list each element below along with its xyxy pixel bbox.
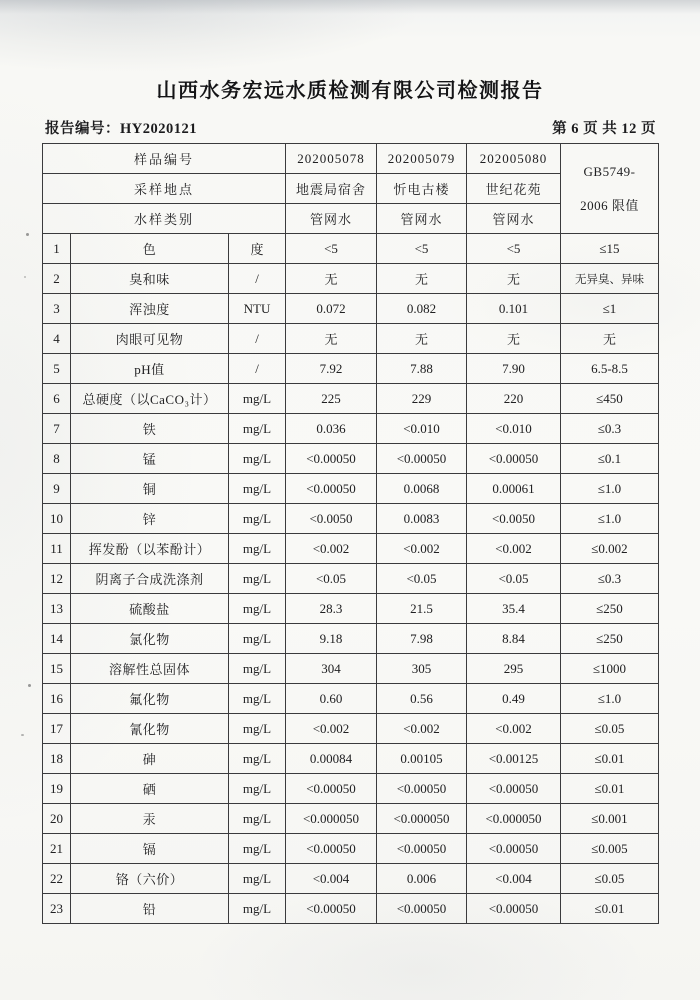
table-row — [43, 534, 659, 564]
item-unit: mg/L — [229, 684, 286, 714]
row-number: 4 — [43, 324, 71, 354]
limit-value: ≤0.005 — [561, 834, 659, 864]
sample1-value: 0.60 — [286, 684, 377, 714]
item-name: 砷 — [71, 744, 229, 774]
table-row — [43, 414, 659, 444]
table-row — [43, 804, 659, 834]
row-number: 9 — [43, 474, 71, 504]
limit-value: ≤1000 — [561, 654, 659, 684]
sample3-value: <5 — [467, 234, 561, 264]
sample2-value: 0.006 — [377, 864, 467, 894]
sample3-value: <0.002 — [467, 534, 561, 564]
sample3-value: 8.84 — [467, 624, 561, 654]
sample2-value: 0.00105 — [377, 744, 467, 774]
sample2-value: <0.00050 — [377, 834, 467, 864]
table-row — [43, 384, 659, 414]
sample2-value: <0.00050 — [377, 894, 467, 924]
item-name: 溶解性总固体 — [71, 654, 229, 684]
row-number: 5 — [43, 354, 71, 384]
row-number: 22 — [43, 864, 71, 894]
sample1-value: 无 — [286, 264, 377, 294]
row-number: 18 — [43, 744, 71, 774]
header-row-sample-id — [43, 144, 659, 174]
sample3-value: <0.0050 — [467, 504, 561, 534]
row-number: 10 — [43, 504, 71, 534]
item-name: 锌 — [71, 504, 229, 534]
scan-edge-shadow — [0, 0, 700, 14]
limit-value: 无异臭、异味 — [561, 264, 659, 294]
sample1-value: 304 — [286, 654, 377, 684]
scan-speck — [21, 734, 24, 736]
table-row — [43, 264, 659, 294]
limit-value: ≤1.0 — [561, 684, 659, 714]
item-name: 硫酸盐 — [71, 594, 229, 624]
item-name: 色 — [71, 234, 229, 264]
table-row — [43, 444, 659, 474]
item-unit: / — [229, 354, 286, 384]
item-name: 硒 — [71, 774, 229, 804]
sample3-value: 0.49 — [467, 684, 561, 714]
sample2-value: <0.002 — [377, 714, 467, 744]
limit-header-line2: 2006 限值 — [580, 197, 639, 213]
sample2-value: <0.00050 — [377, 444, 467, 474]
item-name: 氟化物 — [71, 684, 229, 714]
sample2-value: 无 — [377, 324, 467, 354]
item-name: 阴离子合成洗涤剂 — [71, 564, 229, 594]
limit-value: ≤0.05 — [561, 714, 659, 744]
water-type-2: 管网水 — [377, 204, 467, 234]
item-unit: mg/L — [229, 894, 286, 924]
item-name: 铬（六价） — [71, 864, 229, 894]
limit-value: ≤0.1 — [561, 444, 659, 474]
sample2-value: <5 — [377, 234, 467, 264]
item-unit: mg/L — [229, 444, 286, 474]
item-unit: mg/L — [229, 654, 286, 684]
item-unit: / — [229, 324, 286, 354]
table-row — [43, 294, 659, 324]
sample3-value: <0.05 — [467, 564, 561, 594]
row-number: 16 — [43, 684, 71, 714]
item-name: 汞 — [71, 804, 229, 834]
row-number: 23 — [43, 894, 71, 924]
sample3-value: 0.101 — [467, 294, 561, 324]
sample2-value: <0.002 — [377, 534, 467, 564]
row-number: 15 — [43, 654, 71, 684]
results-table — [42, 143, 659, 924]
sample1-value: <0.00050 — [286, 444, 377, 474]
sample3-value: 220 — [467, 384, 561, 414]
sample1-value: <0.0050 — [286, 504, 377, 534]
sample2-value: 0.082 — [377, 294, 467, 324]
sample1-value: 0.072 — [286, 294, 377, 324]
sample2-value: 229 — [377, 384, 467, 414]
item-unit: mg/L — [229, 534, 286, 564]
item-unit: mg/L — [229, 744, 286, 774]
item-unit: mg/L — [229, 864, 286, 894]
sample1-value: 225 — [286, 384, 377, 414]
table-row — [43, 714, 659, 744]
table-row — [43, 564, 659, 594]
sample2-value: <0.05 — [377, 564, 467, 594]
item-name: 肉眼可见物 — [71, 324, 229, 354]
sample3-value: <0.00050 — [467, 894, 561, 924]
item-unit: NTU — [229, 294, 286, 324]
limit-value: ≤0.3 — [561, 564, 659, 594]
limit-value: ≤0.01 — [561, 774, 659, 804]
location-1: 地震局宿舍 — [286, 174, 377, 204]
limit-header-line1: GB5749- — [583, 163, 636, 179]
location-3: 世纪花苑 — [467, 174, 561, 204]
sample3-value: <0.000050 — [467, 804, 561, 834]
sample3-value: <0.010 — [467, 414, 561, 444]
limit-value: ≤0.002 — [561, 534, 659, 564]
sample2-value: <0.00050 — [377, 774, 467, 804]
item-name: 浑浊度 — [71, 294, 229, 324]
sample1-value: 7.92 — [286, 354, 377, 384]
table-row — [43, 744, 659, 774]
water-type-label: 水样类别 — [43, 204, 286, 234]
sample2-value: 无 — [377, 264, 467, 294]
table-row — [43, 654, 659, 684]
item-unit: mg/L — [229, 414, 286, 444]
row-number: 3 — [43, 294, 71, 324]
item-unit: mg/L — [229, 384, 286, 414]
row-number: 13 — [43, 594, 71, 624]
limit-value: ≤0.01 — [561, 744, 659, 774]
sample2-value: <0.000050 — [377, 804, 467, 834]
sample3-value: 无 — [467, 324, 561, 354]
item-name: 挥发酚（以苯酚计） — [71, 534, 229, 564]
item-name: pH值 — [71, 354, 229, 384]
sample1-value: <0.05 — [286, 564, 377, 594]
limit-value: ≤250 — [561, 624, 659, 654]
water-type-1: 管网水 — [286, 204, 377, 234]
sample1-value: 0.00084 — [286, 744, 377, 774]
item-unit: mg/L — [229, 804, 286, 834]
item-unit: mg/L — [229, 774, 286, 804]
sample1-value: 0.036 — [286, 414, 377, 444]
row-number: 14 — [43, 624, 71, 654]
sample3-value: <0.00050 — [467, 444, 561, 474]
row-number: 7 — [43, 414, 71, 444]
item-unit: mg/L — [229, 594, 286, 624]
table-row — [43, 834, 659, 864]
item-name: 铁 — [71, 414, 229, 444]
row-number: 8 — [43, 444, 71, 474]
scan-speck — [28, 684, 31, 687]
report-number: 报告编号：HY2020121 — [45, 121, 197, 137]
limit-value: ≤1.0 — [561, 474, 659, 504]
sample1-value: <0.000050 — [286, 804, 377, 834]
sample2-value: 21.5 — [377, 594, 467, 624]
sample2-value: <0.010 — [377, 414, 467, 444]
sample3-value: <0.00050 — [467, 774, 561, 804]
item-name: 总硬度（以CaCO₃计） — [71, 384, 229, 414]
item-name: 臭和味 — [71, 264, 229, 294]
limit-value: ≤0.001 — [561, 804, 659, 834]
row-number: 17 — [43, 714, 71, 744]
item-unit: mg/L — [229, 564, 286, 594]
row-number: 21 — [43, 834, 71, 864]
table-row — [43, 864, 659, 894]
limit-value: 无 — [561, 324, 659, 354]
item-unit: 度 — [229, 234, 286, 264]
table-row — [43, 354, 659, 384]
limit-value: ≤0.01 — [561, 894, 659, 924]
page-title: 山西水务宏远水质检测有限公司检测报告 — [156, 80, 544, 102]
table-row — [43, 474, 659, 504]
sample3-value: 7.90 — [467, 354, 561, 384]
item-name: 氯化物 — [71, 624, 229, 654]
sample2-value: 0.0083 — [377, 504, 467, 534]
sample3-value: 295 — [467, 654, 561, 684]
table-row — [43, 774, 659, 804]
table-row — [43, 624, 659, 654]
limit-value: ≤1 — [561, 294, 659, 324]
row-number: 6 — [43, 384, 71, 414]
sample1-value: 9.18 — [286, 624, 377, 654]
table-row — [43, 894, 659, 924]
item-unit: mg/L — [229, 504, 286, 534]
sample3-value: <0.00050 — [467, 834, 561, 864]
scan-speck — [24, 276, 26, 278]
sample1-value: <0.002 — [286, 534, 377, 564]
limit-value: ≤15 — [561, 234, 659, 264]
sample1-value: <0.004 — [286, 864, 377, 894]
location-2: 忻电古楼 — [377, 174, 467, 204]
sample2-value: 0.56 — [377, 684, 467, 714]
item-unit: mg/L — [229, 834, 286, 864]
sample3-value: 0.00061 — [467, 474, 561, 504]
sample1-value: 无 — [286, 324, 377, 354]
item-name: 氰化物 — [71, 714, 229, 744]
item-name: 锰 — [71, 444, 229, 474]
sample3-value: <0.004 — [467, 864, 561, 894]
sample2-value: 7.88 — [377, 354, 467, 384]
item-unit: mg/L — [229, 714, 286, 744]
sample1-value: <0.00050 — [286, 774, 377, 804]
row-number: 19 — [43, 774, 71, 804]
sample-id-3: 202005080 — [467, 144, 561, 174]
sample1-value: <0.00050 — [286, 834, 377, 864]
sample3-value: 35.4 — [467, 594, 561, 624]
sample-id-2: 202005079 — [377, 144, 467, 174]
row-number: 12 — [43, 564, 71, 594]
item-unit: mg/L — [229, 624, 286, 654]
sample3-value: <0.00125 — [467, 744, 561, 774]
sample1-value: <0.00050 — [286, 474, 377, 504]
scan-speck — [26, 233, 29, 236]
item-name: 铅 — [71, 894, 229, 924]
sample1-value: <0.00050 — [286, 894, 377, 924]
location-label: 采样地点 — [43, 174, 286, 204]
sample1-value: 28.3 — [286, 594, 377, 624]
sample2-value: 0.0068 — [377, 474, 467, 504]
sample1-value: <0.002 — [286, 714, 377, 744]
page-indicator: 第 6 页 共 12 页 — [552, 121, 656, 137]
table-row — [43, 684, 659, 714]
table-row — [43, 504, 659, 534]
limit-value: ≤0.05 — [561, 864, 659, 894]
limit-value: ≤0.3 — [561, 414, 659, 444]
row-number: 1 — [43, 234, 71, 264]
sample-id-label: 样品编号 — [43, 144, 286, 174]
row-number: 2 — [43, 264, 71, 294]
table-row — [43, 324, 659, 354]
water-type-3: 管网水 — [467, 204, 561, 234]
limit-value: ≤450 — [561, 384, 659, 414]
item-name: 镉 — [71, 834, 229, 864]
item-unit: / — [229, 264, 286, 294]
item-name: 铜 — [71, 474, 229, 504]
sample-id-1: 202005078 — [286, 144, 377, 174]
table-row — [43, 234, 659, 264]
limit-column-header — [561, 144, 659, 234]
sample2-value: 7.98 — [377, 624, 467, 654]
sample3-value: 无 — [467, 264, 561, 294]
sample1-value: <5 — [286, 234, 377, 264]
table-row — [43, 594, 659, 624]
report-meta-row — [45, 117, 656, 137]
sample3-value: <0.002 — [467, 714, 561, 744]
sample2-value: 305 — [377, 654, 467, 684]
limit-value: ≤1.0 — [561, 504, 659, 534]
limit-value: 6.5-8.5 — [561, 354, 659, 384]
row-number: 11 — [43, 534, 71, 564]
limit-header-lines — [563, 164, 656, 214]
limit-value: ≤250 — [561, 594, 659, 624]
item-unit: mg/L — [229, 474, 286, 504]
row-number: 20 — [43, 804, 71, 834]
